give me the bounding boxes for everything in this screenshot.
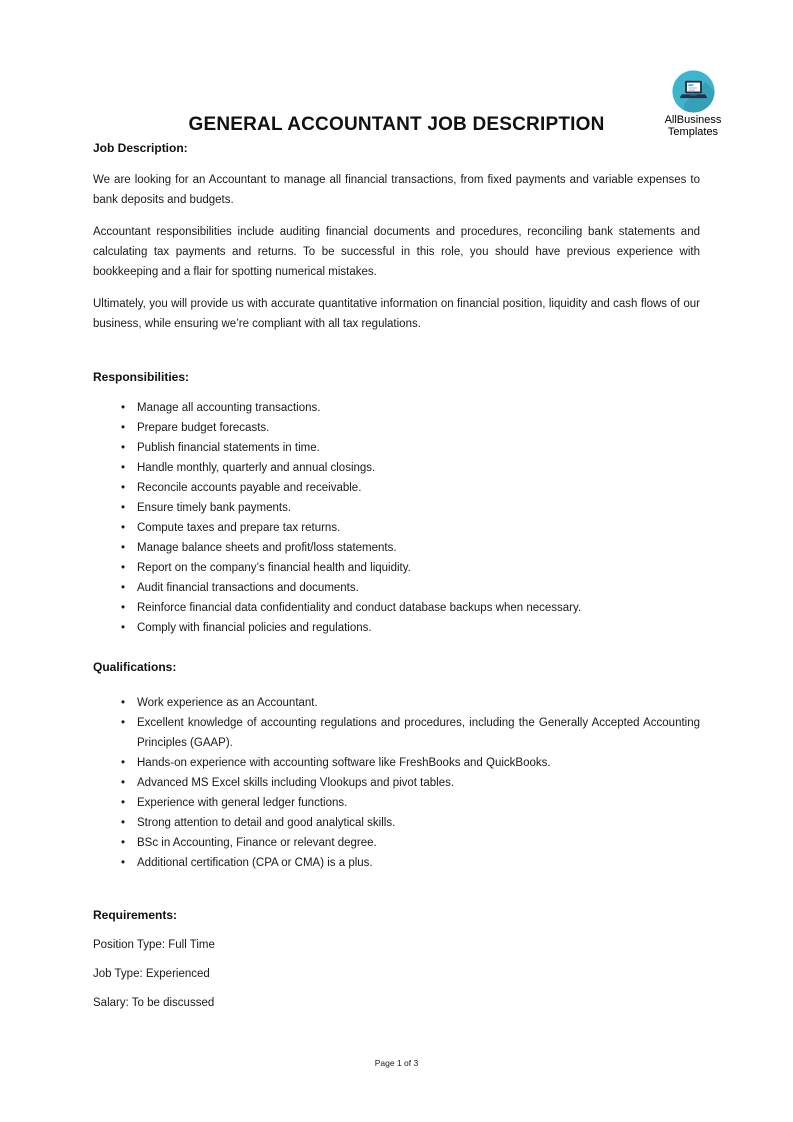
logo-text-line2: Templates: [667, 125, 719, 138]
page-number: Page 1 of 3: [374, 1058, 419, 1068]
list-item: • Manage all accounting transactions.: [93, 398, 700, 418]
list-item: • Reinforce financial data confidentiality and conduct database backups when necessary.: [93, 598, 700, 618]
list-item: • Report on the company’s financial health and liquidity.: [93, 558, 700, 578]
job-description-paragraph: Ultimately, you will provide us with accurate quantitative information on financial position, liquidity and cash flows of our business, while ensuring we’re compliant with all tax regulations.: [93, 298, 700, 330]
list-item: • Strong attention to detail and good analytical skills.: [93, 813, 700, 833]
document-page: [93, 0, 700, 1011]
qualifications-list: [93, 693, 700, 873]
job-description-paragraph: Accountant responsibilities include auditing financial documents and procedures, reconciling bank statements and calculating tax payments and returns. To be successful in this role, you should have previous experience with bookkeeping and a flair for spotting numerical mistakes.: [93, 226, 700, 278]
list-item: • Advanced MS Excel skills including Vlookups and pivot tables.: [93, 773, 700, 793]
list-item: • Audit financial transactions and documents.: [93, 578, 700, 598]
requirement-position-type: Position Type: Full Time: [93, 939, 215, 951]
requirement-salary: Salary: To be discussed: [93, 997, 215, 1009]
requirement-job-type: Job Type: Experienced: [93, 968, 210, 980]
list-item: • Compute taxes and prepare tax returns.: [93, 518, 700, 538]
list-item: • Excellent knowledge of accounting regulations and procedures, including the Generally Accepted Accounting Principles (GAAP).: [93, 713, 700, 753]
list-item: • Publish financial statements in time.: [93, 438, 700, 458]
section-heading-qualifications: Qualifications:: [93, 660, 177, 674]
responsibilities-list: [93, 398, 700, 638]
list-item: • BSc in Accounting, Finance or relevant degree.: [93, 833, 700, 853]
list-item: • Additional certification (CPA or CMA) is a plus.: [93, 853, 700, 873]
page-title: GENERAL ACCOUNTANT JOB DESCRIPTION: [188, 114, 605, 135]
list-item: • Reconcile accounts payable and receivable.: [93, 478, 700, 498]
section-heading-job-description: Job Description:: [93, 141, 188, 155]
list-item: • Work experience as an Accountant.: [93, 693, 700, 713]
section-heading-requirements: Requirements:: [93, 908, 178, 922]
list-item: • Comply with financial policies and regulations.: [93, 618, 700, 638]
list-item: • Ensure timely bank payments.: [93, 498, 700, 518]
list-item: • Prepare budget forecasts.: [93, 418, 700, 438]
list-item: • Manage balance sheets and profit/loss statements.: [93, 538, 700, 558]
list-item: • Handle monthly, quarterly and annual closings.: [93, 458, 700, 478]
logo-text-line1: AllBusiness: [664, 114, 722, 126]
list-item: • Hands-on experience with accounting software like FreshBooks and QuickBooks.: [93, 753, 700, 773]
section-heading-responsibilities: Responsibilities:: [93, 370, 190, 384]
job-description-paragraph: We are looking for an Accountant to manage all financial transactions, from fixed payments and variable expenses to bank deposits and budgets.: [93, 174, 700, 206]
list-item: • Experience with general ledger functions.: [93, 793, 700, 813]
